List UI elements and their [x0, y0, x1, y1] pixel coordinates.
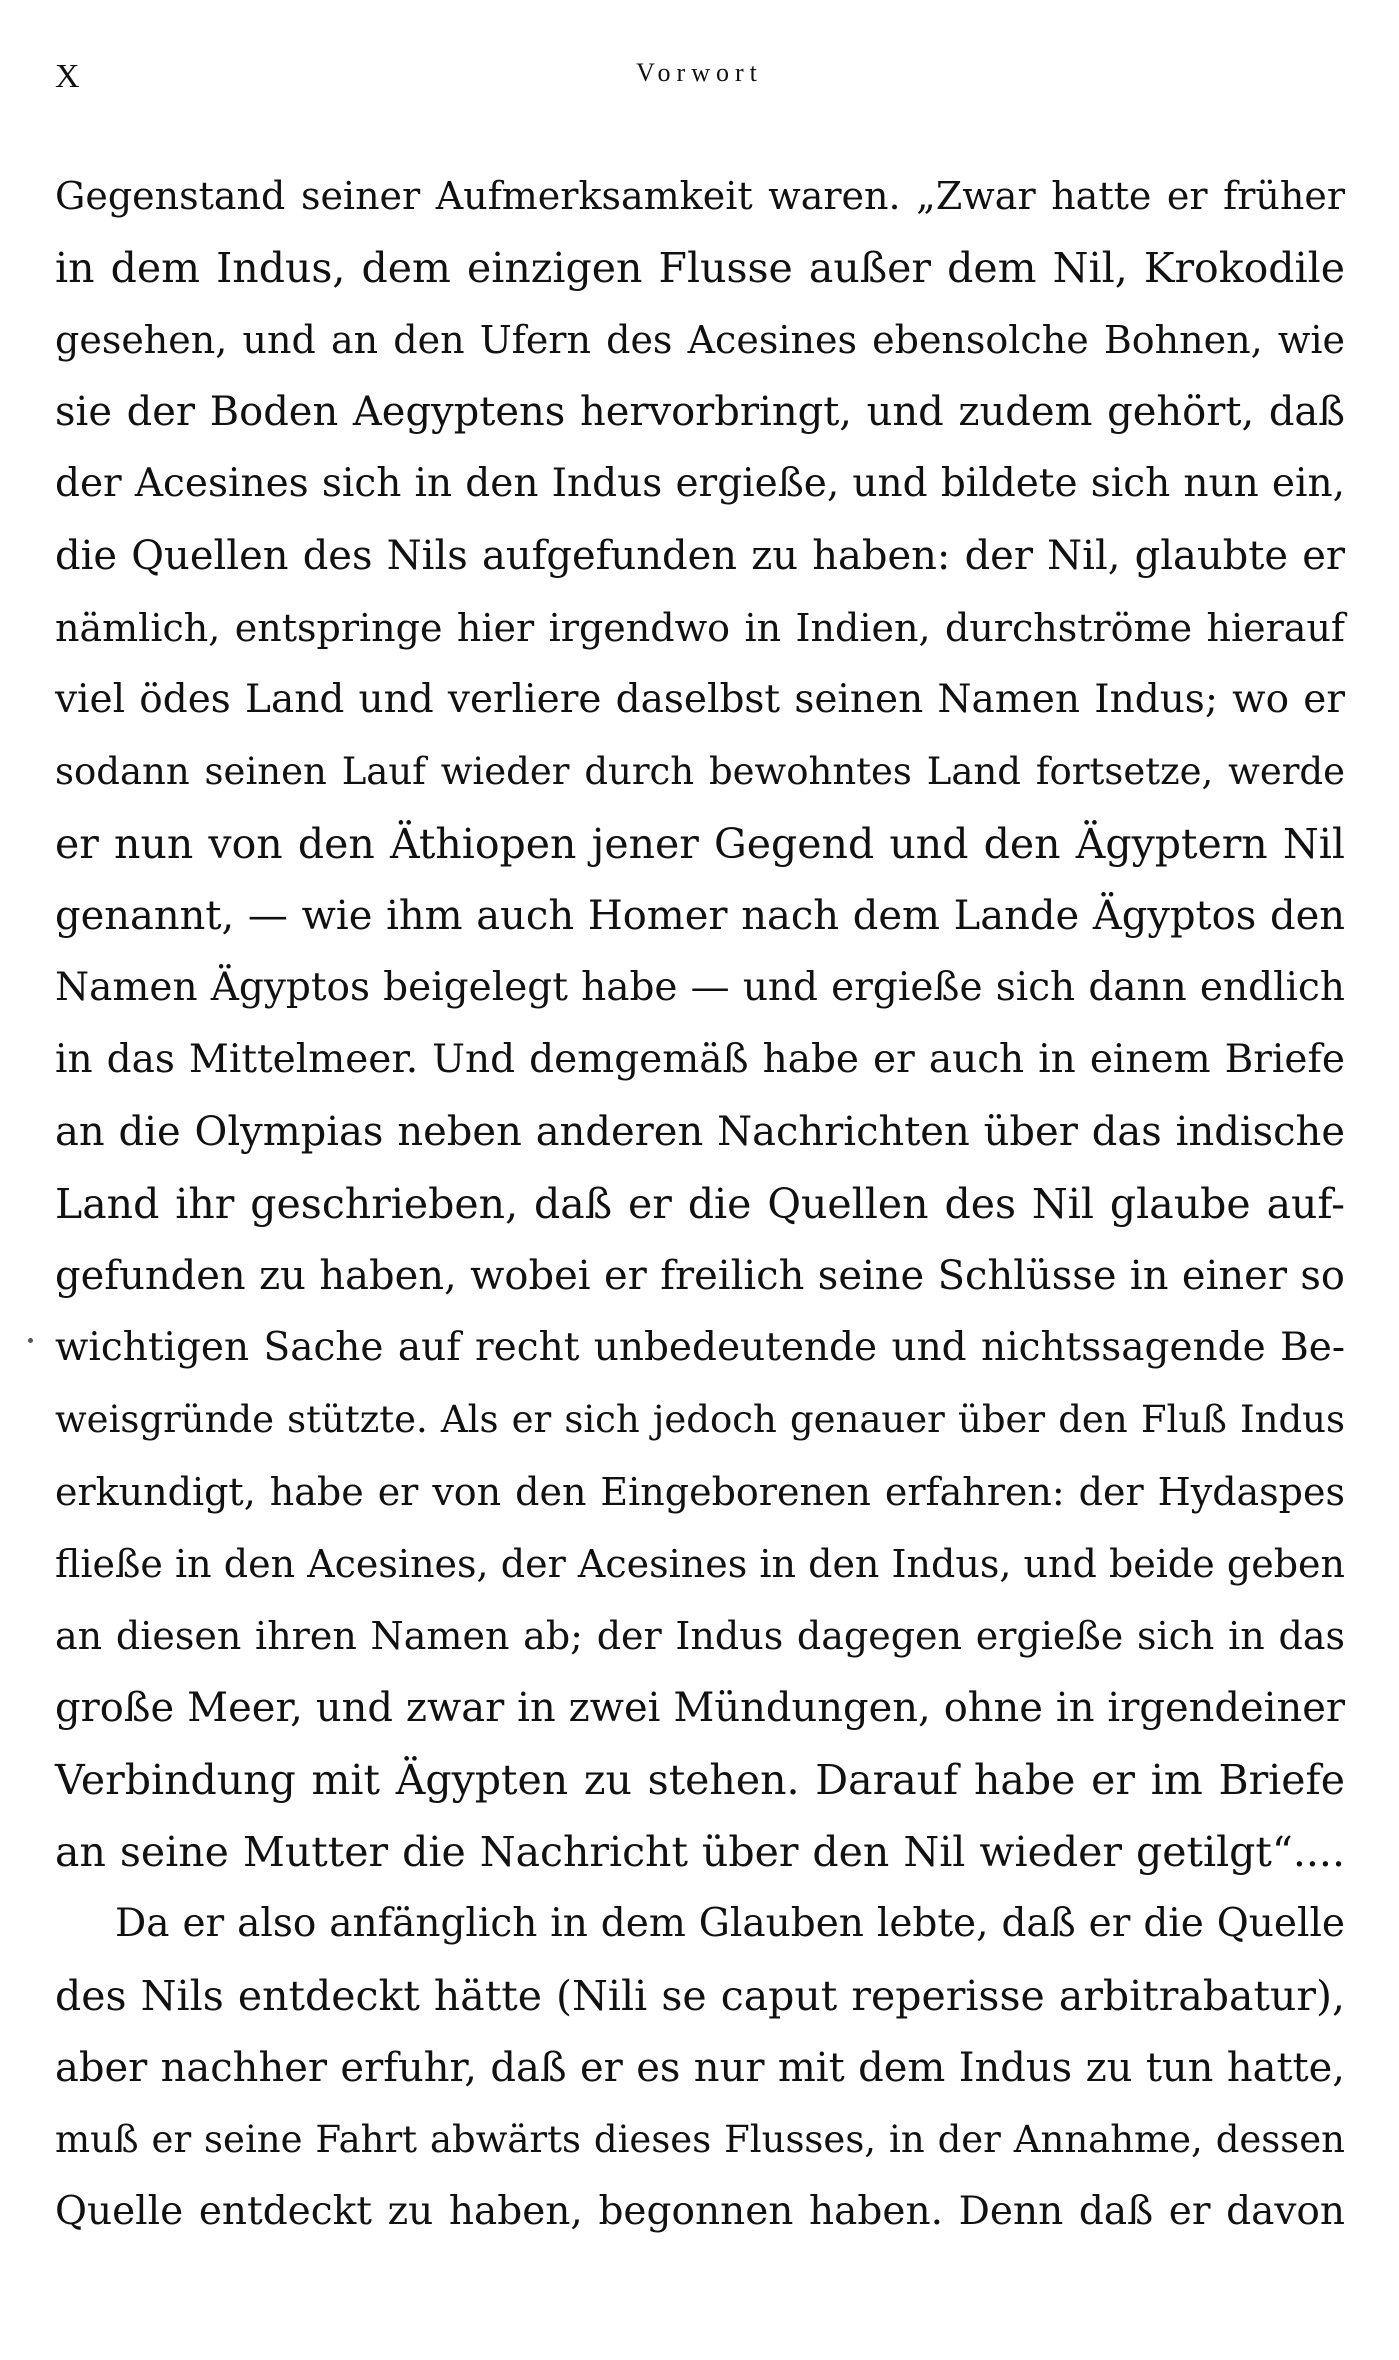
text-line: genannt, — wie ihm auch Homer nach dem Lande Ägyptos den [55, 893, 1345, 939]
text-line: gefunden zu haben, wobei er freilich seine Schlüsse in einer so [55, 1253, 1345, 1299]
text-line: an seine Mutter die Nachricht über den Nil wieder getilgt“.... [55, 1828, 1345, 1876]
text-line: der Acesines sich in den Indus ergieße, und bildete sich nun ein, [55, 461, 1345, 506]
text-line: Da er also anfänglich in dem Glauben lebte, daß er die Quelle [115, 1901, 1345, 1946]
text-line: Verbindung mit Ägypten zu stehen. Darauf habe er im Briefe [55, 1756, 1345, 1804]
text-line: an diesen ihren Namen ab; der Indus dagegen ergieße sich in das [55, 1614, 1345, 1658]
text-line: erkundigt, habe er von den Eingeborenen erfahren: der Hydaspes [55, 1470, 1345, 1514]
text-line: wichtigen Sache auf recht unbedeutende und nichtssagende Be- [55, 1325, 1345, 1370]
text-line: die Quellen des Nils aufgefunden zu haben: der Nil, glaubte er [55, 533, 1345, 579]
text-line: er nun von den Äthiopen jener Gegend und den Ägyptern Nil [55, 820, 1345, 868]
text-line: in dem Indus, dem einzigen Flusse außer dem Nil, Krokodile [55, 244, 1345, 292]
text-line: Land ihr geschrieben, daß er die Quellen des Nil glaube auf- [55, 1180, 1345, 1228]
text-line: Namen Ägyptos beigelegt habe — und ergieße sich dann endlich [55, 965, 1345, 1010]
text-line: an die Olympias neben anderen Nachrichten über das indische [55, 1109, 1345, 1155]
text-line: Gegenstand seiner Aufmerksamkeit waren. „Zwar hatte er früher [55, 174, 1345, 218]
text-line: viel ödes Land und verliere daselbst seinen Namen Indus; wo er [55, 677, 1345, 722]
text-line: in das Mittelmeer. Und demgemäß habe er auch in einem Briefe [55, 1037, 1345, 1082]
text-line: gesehen, und an den Ufern des Acesines ebensolche Bohnen, wie [55, 318, 1345, 362]
text-line: große Meer, und zwar in zwei Mündungen, ohne in irgendeiner [55, 1685, 1345, 1731]
body-text [55, 160, 1345, 2248]
text-line: sodann seinen Lauf wieder durch bewohntes Land fortsetze, werde [55, 750, 1345, 793]
text-line: Quelle entdeckt zu haben, begonnen haben. Denn daß er davon [55, 2189, 1345, 2234]
margin-mark [28, 1338, 33, 1343]
text-line: weisgründe stützte. Als er sich jedoch genauer über den Fluß Indus [55, 1398, 1345, 1441]
text-line: nämlich, entspringe hier irgendwo in Indien, durchströme hierauf [55, 606, 1345, 650]
running-head: Vorwort [636, 58, 763, 87]
text-line: muß er seine Fahrt abwärts dieses Flusses, in der Annahme, dessen [55, 2118, 1345, 2161]
page-number: X [55, 58, 81, 95]
text-line: fließe in den Acesines, der Acesines in den Indus, und beide geben [55, 1542, 1345, 1586]
text-line: sie der Boden Aegyptens hervorbringt, und zudem gehört, daß [55, 389, 1345, 435]
text-line: aber nachher erfuhr, daß er es nur mit dem Indus zu tun hatte, [55, 2045, 1345, 2091]
text-line: des Nils entdeckt hätte (Nili se caput reperisse arbitrabatur), [55, 1972, 1345, 2020]
